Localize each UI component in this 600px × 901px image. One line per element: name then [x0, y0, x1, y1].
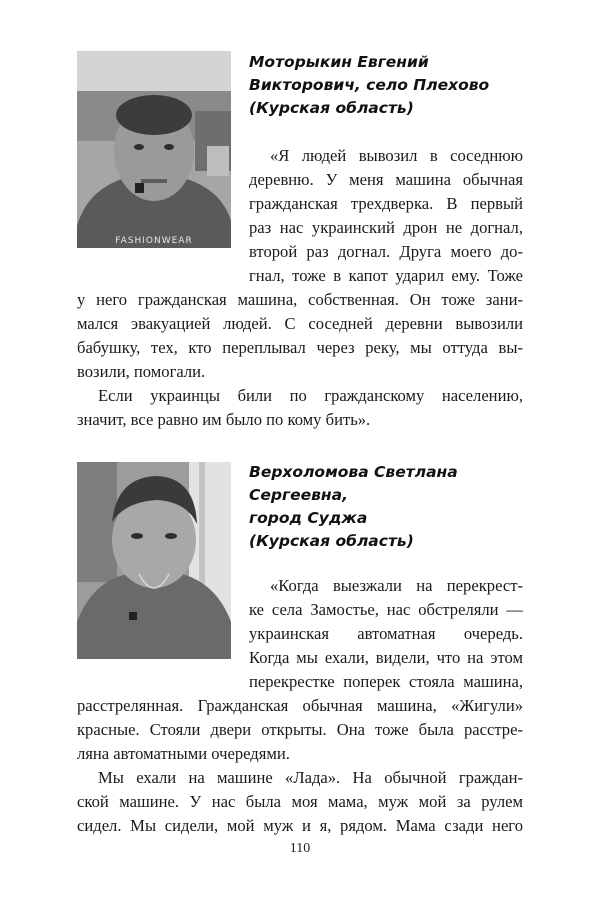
shirt-print-text: FASHIONWEAR	[115, 236, 193, 246]
text-line: мался эвакуацией людей. С соседней деревни вывозили	[77, 314, 523, 333]
text-line: украинская автоматная очередь.	[249, 624, 523, 643]
text-line: значит, все равно им было по кому бить».	[77, 410, 371, 429]
text-line: расстрелянная. Гражданская обычная машина, «Жигули»	[77, 696, 523, 715]
text-line: перекрестке поперек стояла машина,	[249, 672, 523, 691]
text-line: Когда мы ехали, видели, что на этом	[249, 648, 523, 667]
name-line: город Суджа	[249, 509, 368, 527]
name-line: Верхоломова Светлана	[249, 463, 458, 481]
interviewee-name-2	[249, 461, 458, 553]
text-line: возили, помогали.	[77, 362, 206, 381]
text-line: второй раз догнал. Друга моего до-	[249, 242, 523, 261]
text-line: Мы ехали на машине «Лада». На обычной граждан-	[98, 768, 523, 787]
name-line: Моторыкин Евгений	[249, 53, 429, 71]
portrait-photo-verkholomova	[77, 462, 231, 659]
text-line: гнал, тоже в капот ударил ему. Тоже	[249, 266, 523, 285]
name-line: Сергеевна,	[249, 486, 348, 504]
name-line: Викторович, село Плехово	[249, 76, 490, 94]
text-line: раз нас украинский дрон не догнал,	[249, 218, 523, 237]
text-line: гражданская трехдверка. В первый	[249, 194, 523, 213]
text-line: красные. Стояли двери открыты. Она тоже была расстре-	[77, 720, 523, 739]
text-line: Если украинцы били по гражданскому населению,	[98, 386, 523, 405]
text-line: «Я людей вывозил в соседнюю	[270, 146, 523, 165]
text-line: сидел. Мы сидели, мой муж и я, рядом. Мама сзади него	[77, 816, 523, 835]
text-line: ской машине. У нас была моя мама, муж мой за рулем	[77, 792, 523, 811]
text-line: ляна автоматными очередями.	[77, 744, 290, 763]
name-line: (Курская область)	[249, 532, 414, 550]
text-line: бабушку, тех, кто переплывал через реку, мы оттуда вы-	[77, 338, 523, 357]
text-line: у него гражданская машина, собственная. Он тоже зани-	[77, 290, 523, 309]
text-line: «Когда выезжали на перекрест-	[270, 576, 523, 595]
text-line: ке села Замостье, нас обстреляли —	[249, 600, 523, 619]
text-line: деревню. У меня машина обычная	[249, 170, 523, 189]
page-number: 110	[289, 841, 311, 856]
name-line: (Курская область)	[249, 99, 414, 117]
portrait-photo-motorykin	[77, 51, 231, 248]
interviewee-name-1	[249, 51, 489, 120]
